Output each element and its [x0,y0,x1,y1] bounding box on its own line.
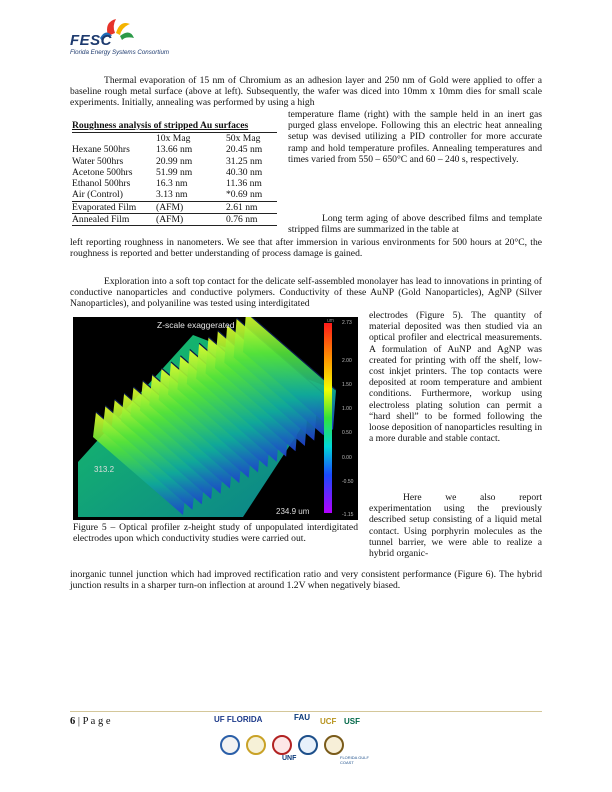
page-number [70,716,111,727]
fgcu-logo: FLORIDA GULF COAST [340,755,369,765]
paragraph-3: Exploration into a soft top contact for the delicate self-assembled monolayer has lead to innovations in printing of conductive nanoparticles and conductive polymers. Conductivity of these AuNP (Gold Nanoparticles), AgNP (Silver Nanoparticles), and polyaniline was tested using interdigitated [70,276,542,310]
table-row [72,213,277,226]
table-header-cell: 50x Mag [226,133,261,144]
table-cell: 20.45 nm [226,144,263,156]
table-cell: Evaporated Film [72,201,137,213]
seal-icons [212,731,362,761]
table-cell: 3.13 nm [156,189,188,201]
paragraph-3-continued: electrodes (Figure 5). The quantity of material deposited was then studied via an optical profiler and electrical measurements. A formulation of AuNP and AgNP was created for printing with off the shelf, low-cost inkjet printers. The top contacts were deposited at room temperature and ambient conditions. Furthermore, workup using electroless plating solution can permit a “hard shell” to be formed following the loose deposition of nanoparticles resulting in a more durable and stable contact. [369,310,542,445]
table-cell: 31.25 nm [226,155,263,167]
table-cell: 0.76 nm [226,214,258,226]
table-header-row [72,132,277,144]
table-header-cell [72,133,156,144]
scale-tick: 2.73 [342,320,352,326]
paragraph-2-continued: left reporting roughness in nanometers. We see that after immersion in various environments for 500 hours at 20°C, the roughness is reported and better understanding of process damage is gained. [70,237,542,260]
table-cell: 51.99 nm [156,166,193,178]
table-row [72,167,277,178]
ucf-logo: UCF [320,717,337,726]
table-cell: 2.61 nm [226,201,258,213]
table-cell: Ethanol 500hrs [72,178,131,190]
logo-subtitle: Florida Energy Systems Consortium [70,49,170,56]
table-cell: Hexane 500hrs [72,144,130,156]
unf-logo: UNF [282,755,297,762]
table-row [72,178,277,189]
scale-unit-label: um [327,318,334,324]
paragraph-4-continued: inorganic tunnel junction which had improved rectification ratio and very consistent performance (Figure 6). The hybrid junction results in a sharper turn-on inflection at around 1.2V when negatively biased. [70,569,542,592]
table-cell: (AFM) [156,201,184,213]
figure-label-bottom: 234.9 um [276,507,310,516]
table-header-cell: 10x Mag [156,133,191,144]
table-cell: 16.3 nm [156,178,188,190]
table-cell: (AFM) [156,214,184,226]
logo-wordmark: FESC [70,32,113,49]
table-cell: Water 500hrs [72,155,124,167]
paragraph-4: Here we also report experimentation using the previously described setup consisting of a liquid metal contact. Using porphyrin molecules as the tunnel barrier, we were able to realize a hybrid organic- [369,492,542,560]
page-number-value: 6 [70,716,76,727]
scale-tick: 0.50 [342,430,352,436]
paragraph-1-continued: temperature flame (right) with the sample held in an inert gas purged glass envelope. Following this an electric heat annealing setup was devised utilizing a PID controller for more accurate ramp and hold temperature profiles. Annealing temperatures and times varied from 550 – 650°C and 60 – 240 s, respectively. [288,109,542,165]
table-row [72,144,277,155]
scale-tick-labels [342,320,358,520]
scale-tick: 1.50 [342,382,352,388]
figure-label-top: Z-scale exaggerated [157,320,235,330]
table-cell: 11.36 nm [226,178,262,190]
fau-logo: FAU [294,713,310,722]
optical-profiler-image [73,317,358,520]
table-cell: 20.99 nm [156,155,193,167]
usf-logo: USF [344,717,360,726]
scale-tick: -0.50 [342,479,354,485]
table-cell: 13.66 nm [156,144,193,156]
page-label: | P a g e [77,716,111,727]
table-cell: Air (Control) [72,189,123,201]
table-row [72,156,277,167]
scale-tick: 1.00 [342,406,352,412]
paragraph-2: Long term aging of above described films and template stripped films are summarized in the table at [288,213,542,236]
university-logos [212,709,542,779]
scale-tick: -1.15 [342,512,354,518]
scale-tick: 2.00 [342,358,352,364]
table-cell: Acetone 500hrs [72,166,133,178]
figure-label-left: 313.2 [94,465,115,474]
table-row [72,189,277,200]
table-cell: *0.69 nm [226,189,263,201]
table-row [72,201,277,213]
uf-logo: UF FLORIDA [214,715,263,724]
table-cell: Annealed Film [72,214,130,226]
paragraph-1: Thermal evaporation of 15 nm of Chromium as an adhesion layer and 250 nm of Gold were applied to offer a baseline rough metal surface (above at left). Subsequently, the wafer was diced into 10mm x 10mm dies for small scale experiments. Initially, annealing was performed by using a high [70,75,542,109]
figure-caption: Figure 5 – Optical profiler z-height study of unpopulated interdigitated electrodes upon which conductivity studies were carried out. [73,522,358,545]
roughness-table [72,120,277,226]
table-cell: 40.30 nm [226,166,263,178]
scale-tick: 0.00 [342,455,352,461]
table-title: Roughness analysis of stripped Au surfaces [72,120,249,131]
